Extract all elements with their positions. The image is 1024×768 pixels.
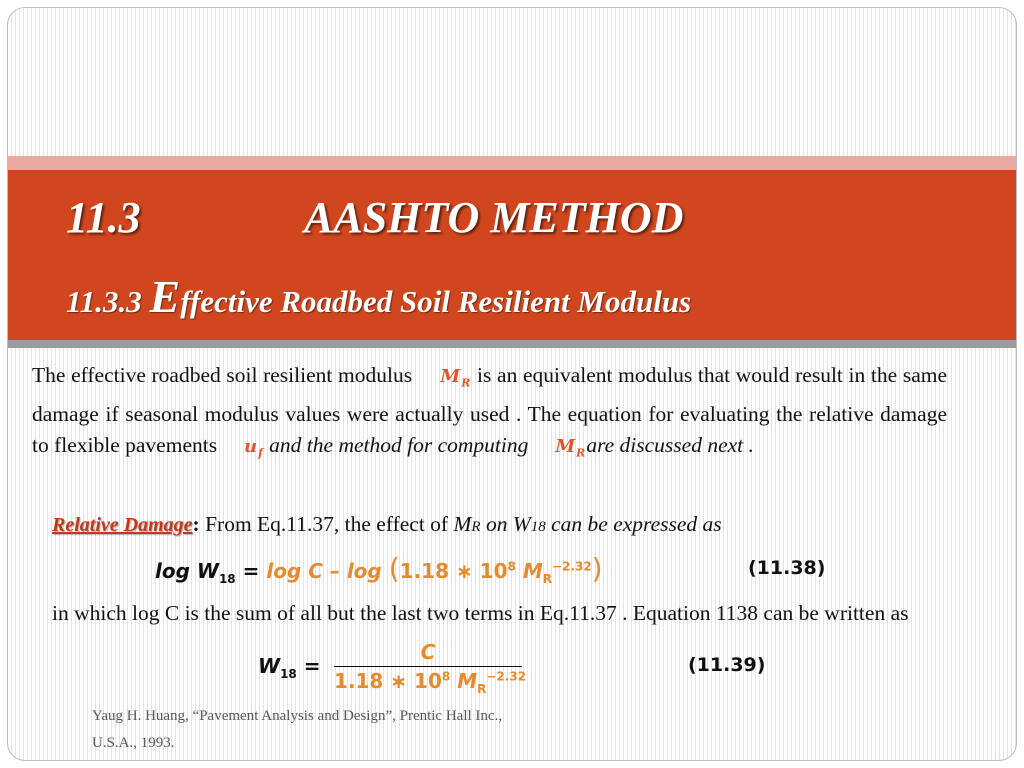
paragraph-2: in which log C is the sum of all but the last two terms in Eq.11.37 . Equation 1138 can be written as — [52, 601, 909, 625]
relative-damage-label: Relative Damage — [52, 514, 193, 536]
uf-symbol: $u_f$ — [243, 435, 264, 460]
subtitle-number: 11.3.3 — [66, 284, 142, 319]
relative-damage-m: M — [453, 512, 472, 536]
mr-symbol: $M_R$ — [440, 366, 472, 390]
section-number: 11.3 — [66, 193, 141, 242]
equation-11-38 — [155, 552, 603, 586]
subtitle-text: ffective Roadbed Soil Resilient Modulus — [180, 284, 692, 319]
intro-text-1: The effective roadbed soil resilient modulus — [32, 363, 413, 387]
banner-top-stripe — [8, 156, 1016, 170]
relative-damage-line — [52, 512, 722, 537]
banner-bottom-stripe — [8, 340, 1016, 348]
relative-damage-r: R — [471, 519, 481, 535]
eq2-equals: = — [303, 654, 321, 678]
citation — [92, 703, 592, 757]
eq1-m-sub: R — [542, 572, 552, 586]
intro-text-2: is an equivalent modulus that would result in the same damage if seasonal modulus values were actually used . The equation for evaluating the relative damage to flexible pavements — [32, 363, 948, 457]
eq2-lhs-sub: 18 — [280, 667, 297, 681]
citation-line-2: U.S.A., 1993. — [92, 735, 175, 751]
mr-symbol-2: $M_R$ — [555, 435, 587, 460]
eq1-close-paren: ) — [591, 552, 603, 585]
eq2-fraction — [334, 640, 527, 696]
eq2-numerator: C — [420, 640, 436, 664]
intro-text-4: are discussed next . — [586, 432, 754, 457]
eq2-lhs: W — [258, 654, 281, 678]
eq2-fraction-bar — [334, 666, 522, 667]
eq1-coef: 1.18 ∗ 10 — [399, 559, 508, 583]
eq1-equals: = — [242, 559, 260, 583]
relative-damage-text-2: on W — [485, 512, 531, 536]
relative-damage-text-1: From Eq.11.37, the effect of — [205, 512, 449, 536]
citation-line-1: Yaug H. Huang, “Pavement Analysis and Design”, Prentic Hall Inc., — [92, 708, 503, 724]
eq1-m: M — [522, 559, 543, 583]
subtitle-initial: E — [149, 271, 181, 322]
intro-paragraph — [32, 360, 947, 468]
relative-damage-colon: : — [192, 512, 200, 536]
page-title: AASHTO METHOD — [304, 193, 684, 242]
title-banner — [8, 170, 1016, 340]
eq1-lhs-sub: 18 — [218, 572, 236, 586]
eq1-lhs: log W — [155, 559, 219, 583]
equation-number-11-38: (11.38) — [748, 557, 826, 579]
subtitle — [66, 270, 691, 323]
eq2-denominator: 1.18 ∗ $10^8$ $M_R^{-2.32}$ — [334, 669, 527, 696]
intro-text-3: and the method for computing — [269, 432, 529, 457]
eq1-m-exp: −2.32 — [552, 559, 592, 574]
relative-damage-w-sub: 18 — [530, 519, 546, 535]
equation-number-11-39: (11.39) — [688, 654, 766, 676]
eq1-exp: 8 — [507, 559, 516, 574]
eq1-open-paren: ( — [388, 552, 400, 585]
relative-damage-text-3: can be expressed as — [551, 512, 722, 536]
eq1-rhs-log: log C – log — [266, 559, 382, 583]
